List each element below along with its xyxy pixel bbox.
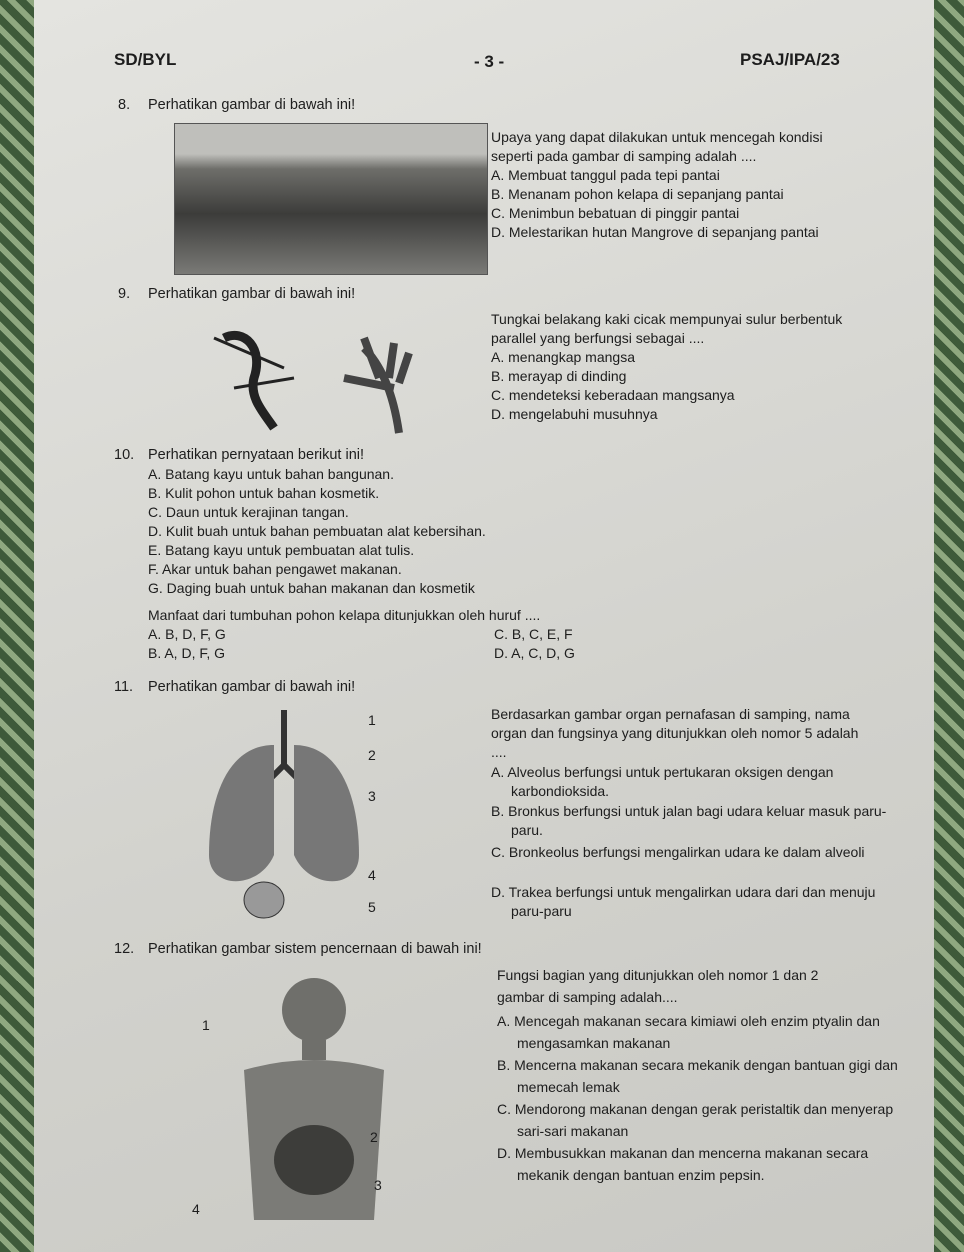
q12-question-1: Fungsi bagian yang ditunjukkan oleh nomor 1 dan 2 (497, 967, 819, 983)
q9-option-a: A. menangkap mangsa (491, 349, 635, 365)
q11-number: 11. (114, 679, 134, 695)
q12-option-c: C. Mendorong makanan dengan gerak peristaltik dan menyerap sari-sari makanan (497, 1101, 894, 1139)
exam-page (34, 0, 934, 1252)
q10-question: Manfaat dari tumbuhan pohon kelapa ditunjukkan oleh huruf .... (148, 607, 541, 623)
q11-question-2: organ dan fungsinya yang ditunjukkan oleh nomor 5 adalah (491, 725, 859, 741)
q12-option-a: A. Mencegah makanan secara kimiawi oleh enzim ptyalin dan mengasamkan makanan (497, 1013, 880, 1051)
digestive-label-2: 2 (370, 1129, 378, 1145)
q10-statement-c: C. Daun untuk kerajinan tangan. (148, 504, 349, 520)
lung-label-4: 4 (368, 867, 376, 883)
header-right: PSAJ/IPA/23 (740, 50, 840, 69)
q10-statement-b: B. Kulit pohon untuk bahan kosmetik. (148, 485, 380, 501)
q11-prompt: Perhatikan gambar di bawah ini! (148, 679, 356, 695)
q11-question-1: Berdasarkan gambar organ pernafasan di samping, nama (491, 706, 850, 722)
q9-question-2: parallel yang berfungsi sebagai .... (491, 330, 705, 346)
q8-option-a: A. Membuat tanggul pada tepi pantai (491, 167, 720, 183)
lungs-image (199, 705, 379, 925)
lung-label-3: 3 (368, 788, 376, 804)
q8-prompt: Perhatikan gambar di bawah ini! (148, 97, 356, 113)
q12-number: 12. (114, 941, 135, 957)
q9-number: 9. (118, 286, 131, 302)
q9-prompt: Perhatikan gambar di bawah ini! (148, 286, 356, 302)
q8-number: 8. (118, 97, 131, 113)
q10-option-d: D. A, C, D, G (494, 645, 575, 661)
q8-option-b: B. Menanam pohon kelapa di sepanjang pantai (491, 186, 784, 202)
q8-question-1: Upaya yang dapat dilakukan untuk mencegah kondisi (491, 129, 823, 145)
lung-label-5: 5 (368, 899, 376, 915)
gecko-image (194, 308, 434, 438)
lung-label-1: 1 (368, 712, 376, 728)
q9-question-1: Tungkai belakang kaki cicak mempunyai sulur berbentuk (491, 311, 843, 327)
q11-option-c: C. Bronkeolus berfungsi mengalirkan udara ke dalam alveoli (491, 844, 865, 860)
q9-option-b: B. merayap di dinding (491, 368, 627, 384)
q12-option-b: B. Mencerna makanan secara mekanik dengan bantuan gigi dan memecah lemak (497, 1057, 898, 1095)
q11-option-b: B. Bronkus berfungsi untuk jalan bagi udara keluar masuk paru-paru. (491, 803, 887, 838)
q9-option-d: D. mengelabuhi musuhnya (491, 406, 658, 422)
q8-option-d: D. Melestarikan hutan Mangrove di sepanjang pantai (491, 224, 819, 240)
q10-option-b: B. A, D, F, G (148, 645, 226, 661)
q11-option-a: A. Alveolus berfungsi untuk pertukaran oksigen dengan karbondioksida. (491, 764, 834, 799)
q12-question-2: gambar di samping adalah.... (497, 989, 678, 1005)
q8-question-2: seperti pada gambar di samping adalah .... (491, 148, 757, 164)
q11-question-3: .... (491, 744, 507, 760)
q10-statement-f: F. Akar untuk bahan pengawet makanan. (148, 561, 402, 577)
q10-statement-e: E. Batang kayu untuk pembuatan alat tulis. (148, 542, 415, 558)
page-number: - 3 - (474, 52, 505, 71)
digestive-label-1: 1 (202, 1017, 210, 1033)
q10-option-a: A. B, D, F, G (148, 626, 226, 642)
q12-prompt: Perhatikan gambar sistem pencernaan di bawah ini! (148, 941, 482, 957)
digestive-system-image (214, 970, 414, 1220)
lung-label-2: 2 (368, 747, 376, 763)
q8-option-c: C. Menimbun bebatuan di pinggir pantai (491, 205, 740, 221)
digestive-label-3: 3 (374, 1177, 382, 1193)
q10-statement-d: D. Kulit buah untuk bahan pembuatan alat kebersihan. (148, 523, 486, 539)
q10-prompt: Perhatikan pernyataan berikut ini! (148, 447, 365, 463)
coastal-erosion-image (174, 123, 488, 275)
q10-number: 10. (114, 447, 135, 463)
q9-option-c: C. mendeteksi keberadaan mangsanya (491, 387, 735, 403)
q11-option-d: D. Trakea berfungsi untuk mengalirkan udara dari dan menuju paru-paru (491, 884, 876, 919)
q10-statement-g: G. Daging buah untuk bahan makanan dan kosmetik (148, 580, 475, 596)
q10-statement-a: A. Batang kayu untuk bahan bangunan. (148, 466, 394, 482)
header-left: SD/BYL (114, 50, 177, 69)
q12-option-d: D. Membusukkan makanan dan mencerna makanan secara mekanik dengan bantuan enzim pepsin. (497, 1145, 869, 1183)
digestive-label-4: 4 (192, 1201, 200, 1217)
q10-option-c: C. B, C, E, F (494, 626, 573, 642)
